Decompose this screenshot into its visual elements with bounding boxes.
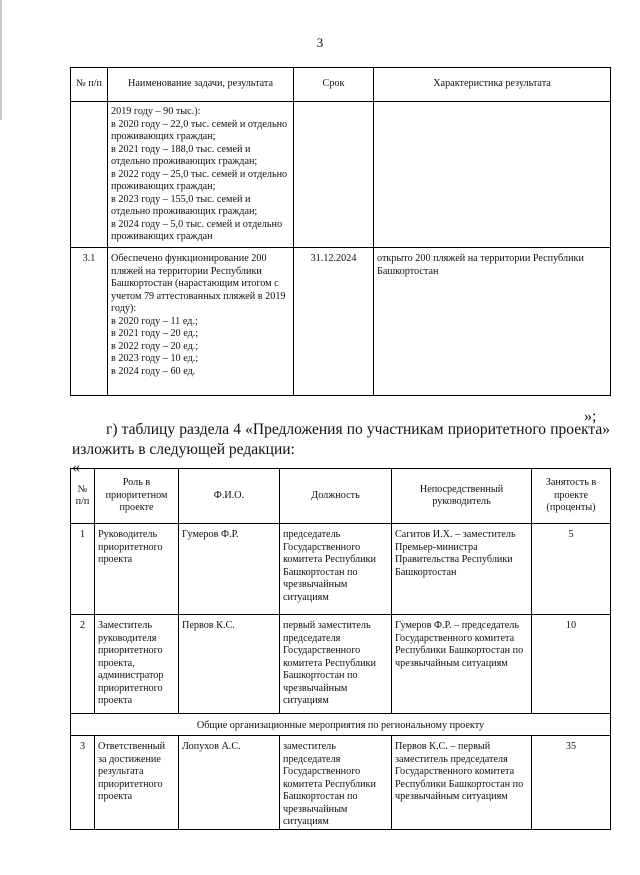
row-load: 5 [532, 524, 611, 615]
closing-quote-mark: »; [584, 408, 597, 425]
row-load: 35 [532, 736, 611, 830]
participants-table [70, 468, 611, 830]
header-role: Роль в приоритетном проекте [95, 469, 179, 524]
row-role: Руководитель приоритетного проекта [95, 524, 179, 615]
table-row [71, 524, 611, 615]
header-load: Занятость в проекте (проценты) [532, 469, 611, 524]
row-result [374, 102, 611, 248]
header-position: Должность [280, 469, 392, 524]
header-term: Срок [294, 68, 374, 102]
table-row [71, 736, 611, 830]
row-name: Гумеров Ф.Р. [179, 524, 280, 615]
header-name: Ф.И.О. [179, 469, 280, 524]
header-result: Характеристика результата [374, 68, 611, 102]
header-manager: Непосредственный руководитель [392, 469, 532, 524]
row-load: 10 [532, 615, 611, 714]
row-position: первый заместитель председателя Государственного комитета Республики Башкортостан по чрезвычайным ситуациям [280, 615, 392, 714]
row-manager: Первов К.С. – первый заместитель председателя Государственного комитета Республики Башкортостан по чрезвычайным ситуациям [392, 736, 532, 830]
section-row [71, 714, 611, 736]
row-position: заместитель председателя Государственного комитета Республики Башкортостан по чрезвычайным ситуациям [280, 736, 392, 830]
row-position: председатель Государственного комитета Республики Башкортостан по чрезвычайным ситуациям [280, 524, 392, 615]
amendment-paragraph: г) таблицу раздела 4 «Предложения по участникам приоритетного проекта» изложить в следующей редакции: [72, 421, 610, 458]
header-num: № п/п [71, 469, 95, 524]
row-role: Ответственный за достижение результата приоритетного проекта [95, 736, 179, 830]
row-task: 2019 году – 90 тыс.): в 2020 году – 22,0 тыс. семей и отдельно проживающих граждан; в 2021 году – 188,0 тыс. семей и отдельно проживающих граждан; в 2022 году – 25,0 тыс. семей и отдельно проживающих граждан; в 2023 году – 155,0 тыс. семей и отдельно проживающих граждан; в 2024 году – 5,0 тыс. семей и отдельно проживающих граждан [108, 102, 294, 248]
header-num: № п/п [71, 68, 108, 102]
table-row [71, 615, 611, 714]
row-name: Первов К.С. [179, 615, 280, 714]
header-task: Наименование задачи, результата [108, 68, 294, 102]
tasks-table-header [71, 68, 611, 102]
row-result: открыто 200 пляжей на территории Республики Башкортостан [374, 248, 611, 396]
section-row-label: Общие организационные мероприятия по региональному проекту [71, 714, 611, 736]
row-num: 3.1 [71, 248, 108, 396]
table-row [71, 248, 611, 396]
page-number: 3 [316, 35, 324, 50]
row-num: 3 [71, 736, 95, 830]
tasks-table [70, 67, 611, 396]
row-num [71, 102, 108, 248]
row-name: Лопухов А.С. [179, 736, 280, 830]
participants-table-header [71, 469, 611, 524]
opening-quote-mark: « [72, 459, 80, 476]
scan-edge-mark [0, 0, 2, 120]
row-term: 31.12.2024 [294, 248, 374, 396]
row-num: 1 [71, 524, 95, 615]
row-term [294, 102, 374, 248]
row-task: Обеспечено функционирование 200 пляжей на территории Республики Башкортостан (нарастающим итогом с учетом 79 аттестованных пляжей в 2019 году): в 2020 году – 11 ед.; в 2021 году – 20 ед.; в 2022 году – 20 ед.; в 2023 году – 10 ед.; в 2024 году – 60 ед. [108, 248, 294, 396]
row-role: Заместитель руководителя приоритетного проекта, администратор приоритетного проекта [95, 615, 179, 714]
table-row [71, 102, 611, 248]
row-manager: Сагитов И.Х. – заместитель Премьер-министра Правительства Республики Башкортостан [392, 524, 532, 615]
row-num: 2 [71, 615, 95, 714]
row-manager: Гумеров Ф.Р. – председатель Государственного комитета Республики Башкортостан по чрезвычайным ситуациям [392, 615, 532, 714]
